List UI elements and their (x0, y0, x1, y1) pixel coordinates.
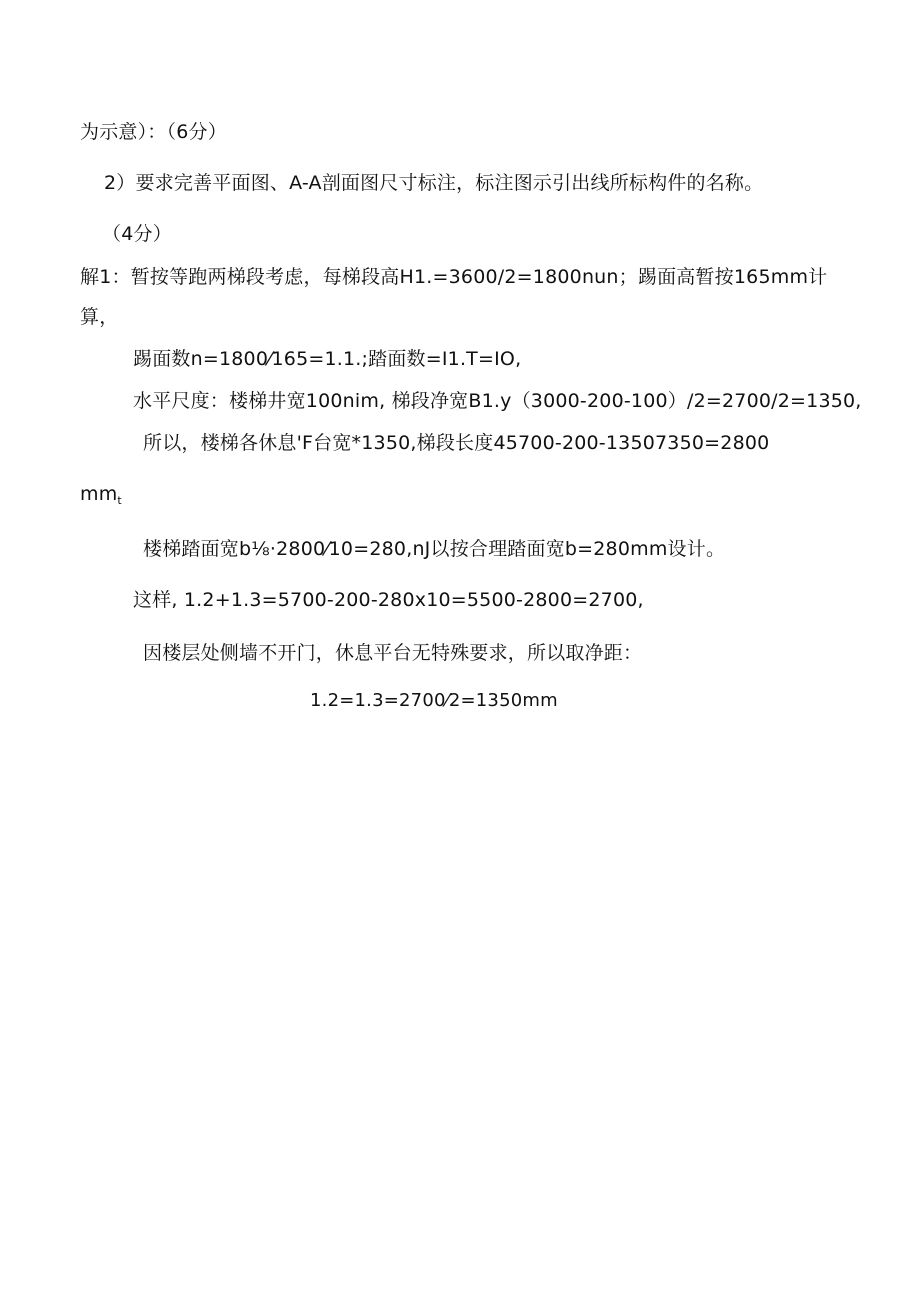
text-line-9 (80, 482, 122, 513)
text-line-3: （4分） (102, 223, 172, 245)
text-line-11: 这样, 1.2+1.3=5700-200-280x10=5500-2800=2700, (133, 589, 644, 611)
text-line-9-main: mm (80, 483, 118, 505)
text-line-7: 水平尺度：楼梯井宽100nim, 梯段净宽B1.y（3000-200-100）/2=2700/2=1350, (133, 390, 862, 412)
text-line-4: 解1：暂按等跑两梯段考虑，每梯段高H1.=3600/2=1800nun；踢面高暂按165mm计 (80, 266, 828, 288)
text-line-12: 因楼层处侧墙不开门，休息平台无特殊要求，所以取净距： (143, 642, 643, 664)
text-line-5: 算， (80, 306, 119, 328)
text-line-10: 楼梯踏面宽b⅛·2800⁄10=280,nJ以按合理踏面宽b=280mm设计。 (143, 538, 726, 560)
text-line-8: 所以，楼梯各休息'F台宽*1350,梯段长度45700-200-13507350=2800 (143, 432, 770, 454)
text-line-1: 为示意）：（6分） (80, 121, 227, 143)
text-line-13: 1.2=1.3=2700⁄2=1350mm (310, 690, 558, 711)
text-line-9-sub: t (117, 494, 122, 507)
text-line-6: 踢面数n=1800⁄165=1.1.;踏面数=I1.T=IO, (133, 348, 522, 370)
text-line-2: 2）要求完善平面图、A-A剖面图尺寸标注，标注图示引出线所标构件的名称。 (104, 172, 764, 194)
